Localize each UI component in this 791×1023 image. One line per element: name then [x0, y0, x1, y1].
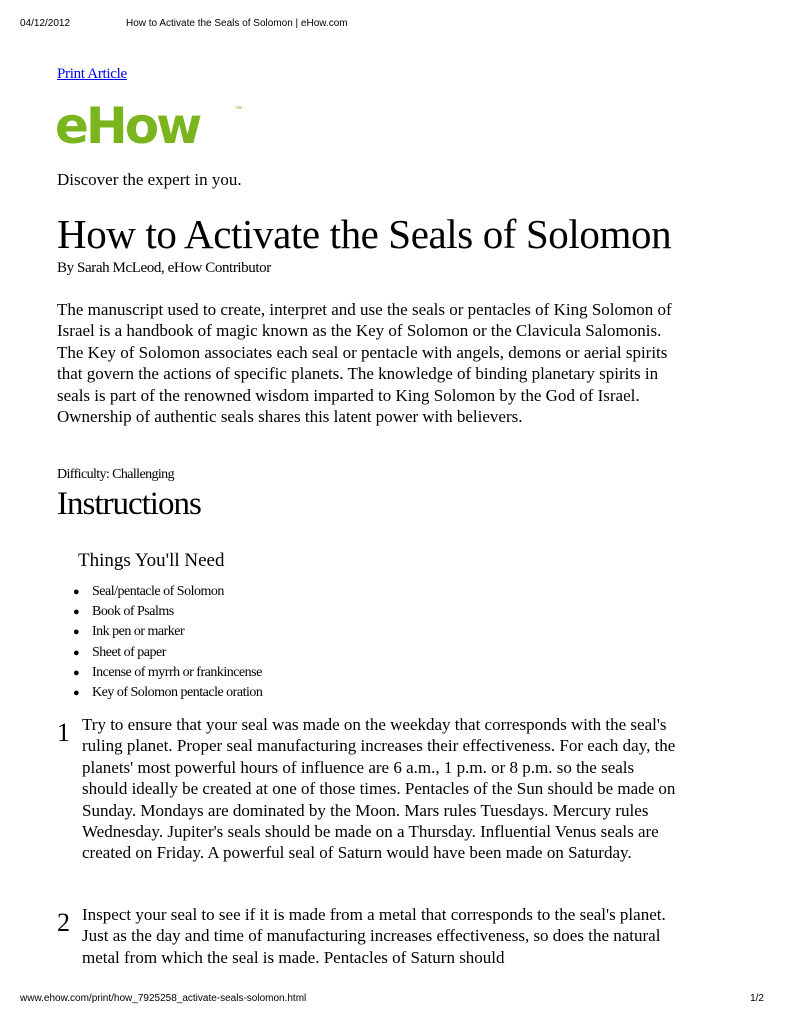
step-number: 2: [57, 908, 70, 937]
difficulty-label: Difficulty: Challenging: [57, 467, 174, 482]
bullet-icon: ●: [73, 687, 80, 700]
item-text: Ink pen or marker: [92, 624, 185, 640]
print-page-title: How to Activate the Seals of Solomon | eHow.com: [126, 18, 348, 29]
item-text: Key of Solomon pentacle oration: [92, 685, 263, 701]
item-text: Book of Psalms: [92, 604, 174, 620]
tagline: Discover the expert in you.: [57, 170, 242, 189]
item-text: Seal/pentacle of Solomon: [92, 584, 224, 599]
page-number: 1/2: [750, 993, 764, 1004]
item-text: Sheet of paper: [92, 644, 166, 660]
instruction-step-2: [57, 904, 697, 970]
bullet-icon: ●: [73, 606, 80, 619]
step-text: Inspect your seal to see if it is made from a metal that corresponds to the seal's planet. Just as the day and time of manufacturing increases effectiveness, so does the natural metal from which the seal is made. Pentacles of Saturn should: [82, 905, 666, 967]
print-article-link[interactable]: Print Article: [57, 66, 127, 82]
bullet-icon: ●: [73, 646, 80, 659]
logo-wordmark: eHow: [55, 97, 200, 155]
list-item: [73, 622, 262, 642]
article-title: How to Activate the Seals of Solomon: [57, 211, 672, 257]
print-header: [20, 18, 771, 32]
ehow-logo[interactable]: [55, 94, 255, 158]
step-number: 1: [57, 718, 70, 747]
list-item: [73, 643, 262, 663]
list-item: [73, 663, 262, 683]
things-needed-heading: Things You'll Need: [78, 550, 225, 571]
bullet-icon: ●: [73, 586, 80, 598]
bullet-icon: ●: [73, 666, 80, 679]
print-url: www.ehow.com/print/how_7925258_activate-seals-solomon.html: [20, 993, 307, 1004]
list-item: [73, 582, 262, 602]
byline: By Sarah McLeod, eHow Contributor: [57, 260, 271, 276]
list-item: [73, 602, 262, 622]
things-needed-list: [73, 582, 262, 703]
article-intro: The manuscript used to create, interpret and use the seals or pentacles of King Solomon of Israel is a handbook of magic known as the Key of Solomon or the Clavicula Salomonis. The Key of Solomon associates each seal or pentacle with angels, demons or aerial spirits that govern the actions of specific planets. The knowledge of binding planetary spirits in seals is part of the renowned wisdom imparted to King Solomon by the God of Israel. Ownership of authentic seals shares this latent power with believers.: [57, 300, 672, 427]
step-text: Try to ensure that your seal was made on the weekday that corresponds with the seal's ruling planet. Proper seal manufacturing increases their effectiveness. For each day, the planets' most powerful hours of influence are 6 a.m., 1 p.m. or 8 p.m. so the seals should ideally be created at one of those times. Pentacles of the Sun should be made on Sunday. Mondays are dominated by the Moon. Mars rules Tuesdays. Mercury rules Wednesday. Jupiter's seals should be made on a Thursday. Influential Venus seals are created on Friday. A powerful seal of Saturn would have been made on Saturday.: [82, 715, 676, 863]
instruction-step-1: [57, 714, 697, 884]
trademark-symbol: ™: [235, 106, 242, 113]
item-text: Incense of myrrh or frankincense: [92, 664, 262, 680]
instructions-heading: Instructions: [57, 486, 201, 522]
bullet-icon: ●: [73, 626, 80, 639]
print-date: 04/12/2012: [20, 18, 71, 29]
print-footer: [20, 993, 771, 1007]
list-item: [73, 683, 262, 703]
